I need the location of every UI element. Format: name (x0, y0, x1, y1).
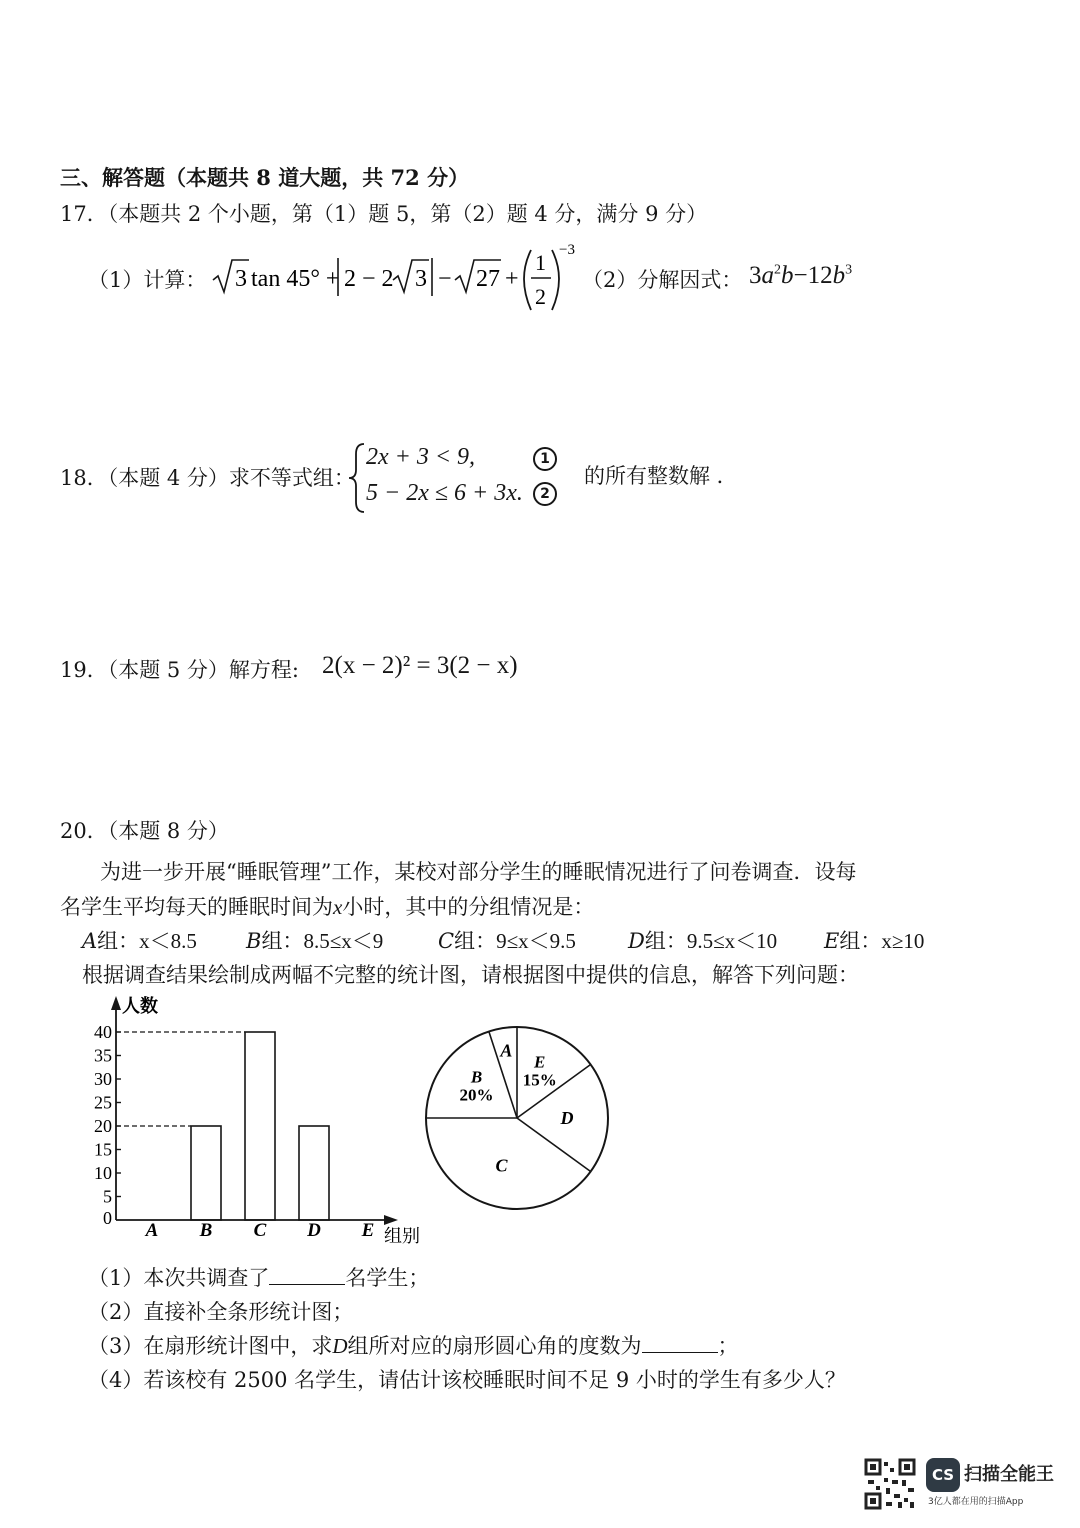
bar (245, 1032, 275, 1220)
q19-prefix: 19．（本题 5 分）解方程: (60, 658, 300, 682)
y-axis-arrow (111, 996, 121, 1010)
q17-part1-expression (205, 240, 580, 320)
pie-slice-label: A (500, 1040, 513, 1061)
group-b: B组：8.5≤x＜9 (246, 929, 384, 953)
pie-slice-label: B (470, 1067, 483, 1087)
watermark-tagline: 3亿人都在用的扫描App (928, 1497, 1024, 1507)
pie-slice-label: C (495, 1155, 508, 1176)
x-category-label: A (145, 1220, 159, 1241)
sub-question-3: （3）在扇形统计图中，求D组所对应的扇形圆心角的度数为 ； (88, 1334, 739, 1358)
cs-logo-icon: CS (926, 1458, 960, 1492)
q18-prefix: 18．（本题 4 分）求不等式组： (60, 466, 355, 490)
q19-equation: 2(x − 2)² = 3(2 − x) (322, 652, 518, 679)
circled-mark-2: 2 (533, 482, 557, 506)
x-category-label: D (307, 1220, 321, 1241)
pie-slice-edge (517, 1118, 591, 1171)
q20-header: 20．（本题 8 分） (60, 819, 229, 843)
group-d: D组：9.5≤x＜10 (628, 929, 778, 953)
sqrt3-radicand-2: 3 (415, 266, 427, 292)
bar-chart (80, 990, 440, 1250)
sub-question-4: （4）若该校有 2500 名学生，请估计该校睡眠时间不足 9 小时的学生有多少人？ (88, 1368, 846, 1392)
q18-inequality-2: 5 − 2x ≤ 6 + 3x. (366, 480, 523, 506)
pie-chart (420, 1015, 620, 1220)
pie-slice-label: E (534, 1052, 546, 1072)
minus-sign: − (438, 266, 452, 292)
answer-blank-2[interactable] (642, 1334, 718, 1353)
bar (191, 1126, 221, 1220)
y-tick-label: 0 (103, 1208, 112, 1228)
y-tick-label: 5 (103, 1186, 112, 1207)
q17-part2-expression: $3a^2b-12b^3$ (749, 262, 853, 289)
sqrt27-radicand: 27 (476, 266, 500, 292)
x-category-label: B (199, 1220, 213, 1241)
x-axis-label: 组别 (384, 1226, 420, 1246)
watermark-app-name: 扫描全能王 (964, 1464, 1054, 1485)
q17-part1-label: （1）计算： (88, 268, 207, 292)
q20-paragraph-3: 根据调查结果绘制成两幅不完整的统计图，请根据图中提供的信息，解答下列问题： (82, 963, 859, 987)
answer-blank-1[interactable] (269, 1266, 345, 1285)
q17-header: 17．（本题共 2 个小题，第（1）题 5，第（2）题 4 分，满分 9 分） (60, 202, 708, 226)
y-tick-label: 20 (94, 1116, 112, 1136)
fraction-numerator: 1 (535, 250, 546, 275)
y-tick-label: 35 (94, 1045, 112, 1066)
abs-inner: 2 − 2 (344, 266, 394, 292)
sub-question-1: （1）本次共调查了 名学生； (88, 1266, 430, 1290)
y-axis-label: 人数 (122, 996, 158, 1016)
plus-sign: + (505, 266, 519, 292)
q18-suffix: 的所有整数解 ． (584, 464, 738, 488)
x-axis-arrow (384, 1215, 398, 1225)
section-heading: 三、解答题（本题共 8 道大题，共 72 分） (60, 165, 470, 190)
group-a: A组：x＜8.5 (82, 929, 197, 953)
sub-question-2: （2）直接补全条形统计图； (88, 1300, 354, 1324)
y-tick-label: 30 (94, 1069, 112, 1089)
fraction-denominator: 2 (535, 284, 546, 309)
group-e: E组：x≥10 (824, 929, 925, 953)
pie-slice-percent: 15% (522, 1070, 557, 1090)
tan-term: tan 45° + (251, 266, 340, 292)
q20-paragraph-1: 为进一步开展“睡眠管理”工作，某校对部分学生的睡眠情况进行了问卷调查．设每 (100, 860, 857, 884)
pie-slice-percent: 20% (459, 1085, 494, 1105)
x-category-label: C (253, 1220, 267, 1241)
q18-brace (346, 440, 368, 516)
circled-mark-1: 1 (533, 447, 557, 471)
y-tick-label: 40 (94, 1022, 112, 1042)
exponent: −3 (559, 242, 575, 258)
qr-code-icon (864, 1458, 916, 1510)
q18-inequality-1: 2x + 3 < 9, (366, 444, 476, 470)
q20-paragraph-2: 名学生平均每天的睡眠时间为x小时，其中的分组情况是： (60, 895, 595, 919)
group-c: C组：9≤x＜9.5 (438, 929, 576, 953)
q17-part2-label: （2）分解因式： (582, 268, 743, 292)
y-tick-label: 25 (94, 1092, 112, 1113)
y-tick-label: 10 (94, 1163, 112, 1183)
sqrt3-radicand: 3 (235, 266, 247, 292)
bar (299, 1126, 329, 1220)
pie-slice-label: D (560, 1108, 574, 1128)
y-tick-label: 15 (94, 1139, 112, 1160)
x-category-label: E (361, 1220, 375, 1241)
